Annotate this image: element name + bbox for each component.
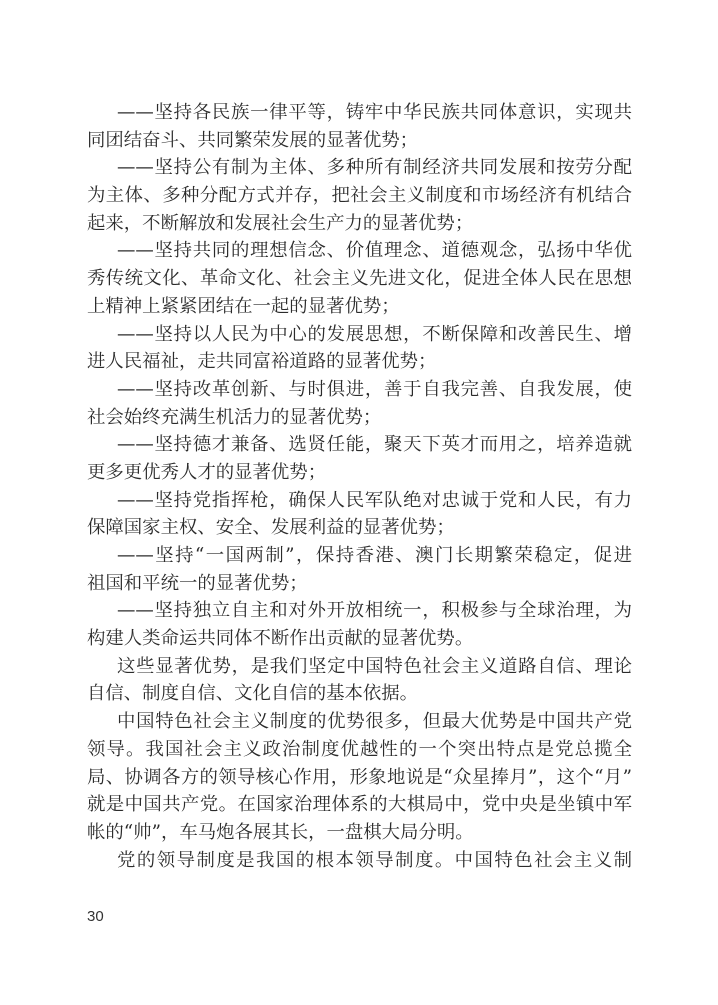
body-text [87,99,632,874]
text-line: 同团结奋斗、共同繁荣发展的显著优势； [87,129,419,151]
text-line: 为主体、多种分配方式并存，把社会主义制度和市场经济有机结合 [87,185,632,207]
text-line: 中国特色社会主义制度的优势很多，但最大优势是中国共产党 [117,711,632,733]
text-line: ——坚持德才兼备、选贤任能，聚天下英才而用之，培养造就 [117,434,632,456]
text-line: 秀传统文化、革命文化、社会主义先进文化，促进全体人民在思想 [87,268,632,290]
text-line: 祖国和平统一的显著优势； [87,572,308,594]
text-line: 帐的“帅”，车马炮各展其长，一盘棋大局分明。 [87,821,474,843]
text-line: 这些显著优势，是我们坚定中国特色社会主义道路自信、理论 [117,655,632,677]
text-line: 领导。我国社会主义政治制度优越性的一个突出特点是党总揽全 [87,738,632,760]
text-line: ——坚持改革创新、与时俱进，善于自我完善、自我发展，使 [117,378,632,400]
text-line: 进人民福祉，走共同富裕道路的显著优势； [87,351,437,373]
text-line: 上精神上紧紧团结在一起的显著优势； [87,295,400,317]
text-line: ——坚持共同的理想信念、价值理念、道德观念，弘扬中华优 [117,240,632,262]
text-line: ——坚持公有制为主体、多种所有制经济共同发展和按劳分配 [117,157,632,179]
text-line: 起来，不断解放和发展社会生产力的显著优势； [87,212,474,234]
text-line: 就是中国共产党。在国家治理体系的大棋局中，党中央是坐镇中军 [87,794,632,816]
text-line: ——坚持以人民为中心的发展思想，不断保障和改善民生、增 [117,323,632,345]
text-line: ——坚持党指挥枪，确保人民军队绝对忠诚于党和人民，有力 [117,489,632,511]
text-line: 保障国家主权、安全、发展利益的显著优势； [87,517,455,539]
text-line: 局、协调各方的领导核心作用，形象地说是“众星捧月”，这个“月” [87,766,632,788]
text-line: 自信、制度自信、文化自信的基本依据。 [87,683,419,705]
text-line: 社会始终充满生机活力的显著优势； [87,406,382,428]
page-number: 30 [87,908,104,925]
text-line: ——坚持独立自主和对外开放相统一，积极参与全球治理，为 [117,600,632,622]
text-line: 党的领导制度是我国的根本领导制度。中国特色社会主义制 [117,849,632,871]
text-line: ——坚持“一国两制”，保持香港、澳门长期繁荣稳定，促进 [117,545,632,566]
text-line: 更多更优秀人才的显著优势； [87,461,327,483]
text-line: 构建人类命运共同体不断作出贡献的显著优势。 [87,628,474,650]
text-line: ——坚持各民族一律平等，铸牢中华民族共同体意识，实现共 [117,102,632,123]
